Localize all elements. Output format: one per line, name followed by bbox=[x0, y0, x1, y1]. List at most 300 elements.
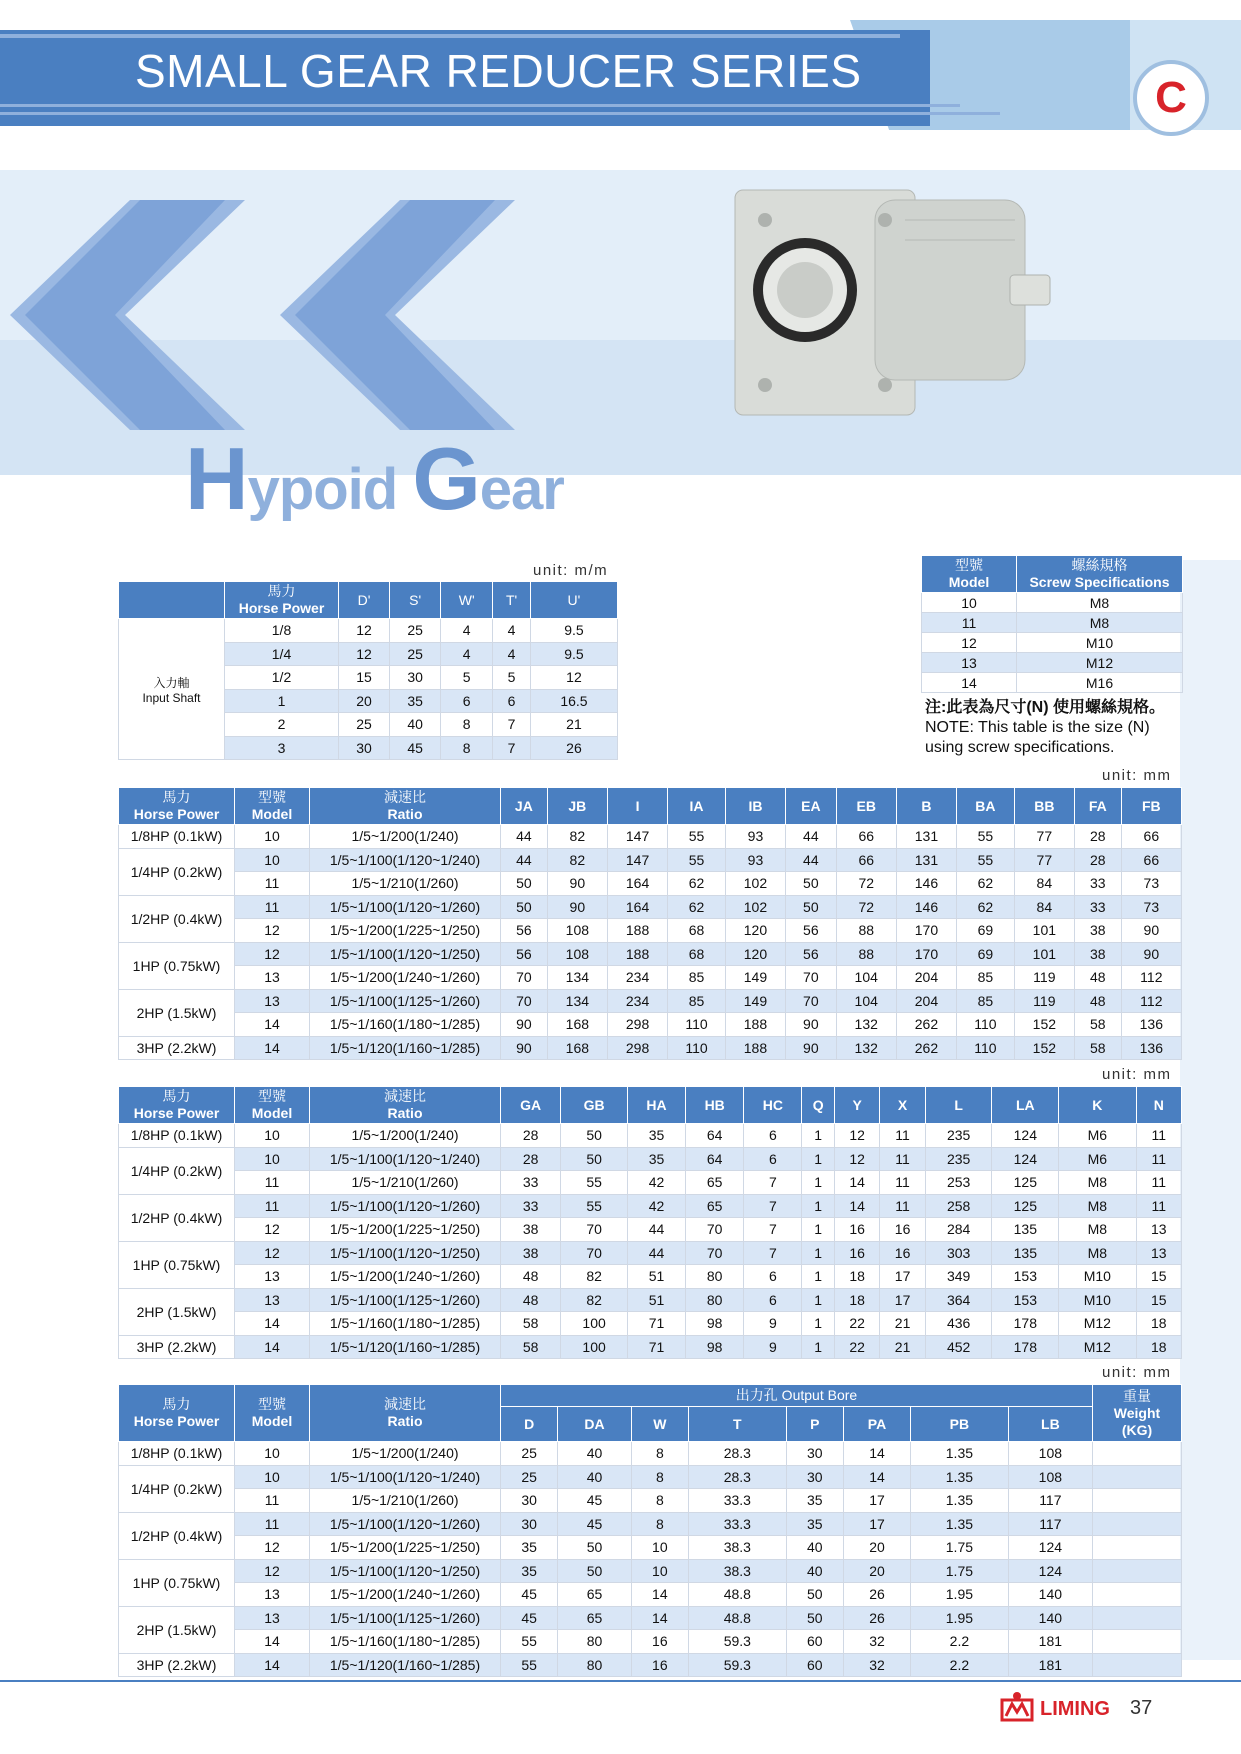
col-header: U' bbox=[530, 582, 617, 619]
ratio-cell: 1/5~1/100(1/120~1/260) bbox=[310, 1194, 501, 1218]
table-cell: 284 bbox=[925, 1218, 992, 1242]
table-cell: 55 bbox=[957, 848, 1015, 872]
col-header: Q bbox=[802, 1087, 835, 1124]
header-en: Ratio bbox=[387, 1105, 423, 1121]
table-cell: 110 bbox=[957, 1036, 1015, 1060]
table-cell: 56 bbox=[501, 942, 548, 966]
table-row bbox=[119, 619, 618, 643]
table-cell: 62 bbox=[957, 872, 1015, 896]
table-cell: 28 bbox=[501, 1147, 561, 1171]
table-cell: 48 bbox=[1074, 989, 1121, 1013]
table-row bbox=[922, 593, 1183, 613]
table-cell: 50 bbox=[561, 1147, 628, 1171]
model-cell: 11 bbox=[235, 1512, 310, 1536]
weight-cell bbox=[1093, 1442, 1182, 1466]
table-cell: 7 bbox=[744, 1241, 802, 1265]
table-cell: 17 bbox=[880, 1265, 925, 1289]
table-cell: 22 bbox=[834, 1335, 879, 1359]
table-cell: 69 bbox=[957, 919, 1015, 943]
table-cell: 1 bbox=[802, 1171, 835, 1195]
table-cell: 73 bbox=[1121, 872, 1181, 896]
table-cell: 38 bbox=[1074, 942, 1121, 966]
hp-group: 2HP (1.5kW) bbox=[119, 1606, 235, 1653]
table-cell: 38 bbox=[1074, 919, 1121, 943]
hp-group: 1/8HP (0.1kW) bbox=[119, 825, 235, 849]
table-cell: M10 bbox=[1059, 1265, 1136, 1289]
table-row bbox=[119, 989, 1182, 1013]
table-cell: 44 bbox=[786, 848, 837, 872]
table-cell: 45 bbox=[501, 1606, 558, 1630]
table-cell: 48 bbox=[1074, 966, 1121, 990]
table-cell: 44 bbox=[627, 1218, 685, 1242]
header-row bbox=[119, 1087, 1182, 1124]
table-cell: 234 bbox=[607, 989, 667, 1013]
table-row bbox=[119, 1606, 1182, 1630]
table-cell: 147 bbox=[607, 848, 667, 872]
table-cell: 35 bbox=[627, 1147, 685, 1171]
col-header: GA bbox=[501, 1087, 561, 1124]
table-cell: 101 bbox=[1014, 919, 1074, 943]
table-cell: 108 bbox=[1008, 1442, 1092, 1466]
ratio-cell: 1/5~1/200(1/240) bbox=[310, 1442, 501, 1466]
table-cell: 20 bbox=[843, 1559, 910, 1583]
model-cell: 12 bbox=[235, 1241, 310, 1265]
col-header: D bbox=[501, 1407, 558, 1442]
table-cell: 12 bbox=[339, 642, 390, 666]
table-cell: 70 bbox=[501, 989, 548, 1013]
table-row bbox=[119, 1218, 1182, 1242]
table-cell: 85 bbox=[957, 989, 1015, 1013]
ratio-cell: 1/5~1/100(1/120~1/250) bbox=[310, 1559, 501, 1583]
table-cell: 6 bbox=[744, 1288, 802, 1312]
table-cell: 25 bbox=[339, 713, 390, 737]
table-cell: 7 bbox=[493, 713, 531, 737]
table-cell: 50 bbox=[786, 1606, 843, 1630]
table-cell: 25 bbox=[501, 1465, 558, 1489]
label-cn: 入力軸 bbox=[153, 675, 190, 690]
table-cell: 55 bbox=[561, 1171, 628, 1195]
model-cell: 12 bbox=[235, 1218, 310, 1242]
table-cell: 30 bbox=[339, 736, 390, 760]
table-cell: 11 bbox=[1136, 1124, 1182, 1148]
table-cell: 21 bbox=[880, 1312, 925, 1336]
table-cell: M10 bbox=[1059, 1288, 1136, 1312]
table-cell: 80 bbox=[558, 1653, 631, 1677]
table-row bbox=[119, 919, 1182, 943]
table-cell: 16 bbox=[834, 1218, 879, 1242]
table-cell: 80 bbox=[686, 1288, 744, 1312]
output-bore-header: 出力孔 Output Bore bbox=[501, 1385, 1093, 1407]
table-cell: 1.35 bbox=[911, 1465, 1009, 1489]
table-cell: 4 bbox=[441, 619, 493, 643]
table-cell: 55 bbox=[668, 825, 726, 849]
table-cell: 16 bbox=[880, 1218, 925, 1242]
col-header: FA bbox=[1074, 788, 1121, 825]
col-header: I bbox=[607, 788, 667, 825]
table-cell: 120 bbox=[725, 919, 785, 943]
dimension-table-1 bbox=[118, 787, 1182, 1060]
col-weight bbox=[1093, 1385, 1182, 1442]
model-cell: 12 bbox=[235, 919, 310, 943]
table-cell: 11 bbox=[880, 1147, 925, 1171]
table-cell: 22 bbox=[834, 1312, 879, 1336]
table-cell: 1.75 bbox=[911, 1559, 1009, 1583]
table-cell: 68 bbox=[668, 919, 726, 943]
table-cell: 73 bbox=[1121, 895, 1181, 919]
ratio-cell: 1/5~1/200(1/240~1/260) bbox=[310, 1583, 501, 1607]
ratio-cell: 1/5~1/120(1/160~1/285) bbox=[310, 1036, 501, 1060]
table-cell: 168 bbox=[547, 1036, 607, 1060]
header-en: Model bbox=[251, 806, 293, 822]
table-cell: 204 bbox=[896, 989, 956, 1013]
ratio-cell: 1/5~1/210(1/260) bbox=[310, 1489, 501, 1513]
table-cell: 58 bbox=[501, 1335, 561, 1359]
table-cell: 70 bbox=[786, 966, 837, 990]
table-cell: 102 bbox=[725, 872, 785, 896]
model-cell: 14 bbox=[235, 1013, 310, 1037]
col-ratio bbox=[310, 788, 501, 825]
table-cell: 50 bbox=[786, 895, 837, 919]
col-header: HA bbox=[627, 1087, 685, 1124]
col-header: IB bbox=[725, 788, 785, 825]
table-cell: 134 bbox=[547, 966, 607, 990]
table-cell: 32 bbox=[843, 1653, 910, 1677]
model-cell: 11 bbox=[235, 895, 310, 919]
header-cn: 馬力 bbox=[162, 1088, 191, 1104]
col-model: 型號 Model bbox=[922, 556, 1017, 593]
table-cell: 131 bbox=[896, 848, 956, 872]
table-cell: 181 bbox=[1008, 1653, 1092, 1677]
table-cell: 136 bbox=[1121, 1013, 1181, 1037]
table-cell: 38 bbox=[501, 1241, 561, 1265]
model-cell: 13 bbox=[235, 989, 310, 1013]
ratio-cell: 1/5~1/200(1/240~1/260) bbox=[310, 966, 501, 990]
table-cell: M8 bbox=[1017, 593, 1183, 613]
ratio-cell: 1/5~1/200(1/225~1/250) bbox=[310, 1218, 501, 1242]
table-cell: 102 bbox=[725, 895, 785, 919]
table-row bbox=[119, 895, 1182, 919]
table-cell: 11 bbox=[1136, 1171, 1182, 1195]
table-row bbox=[119, 966, 1182, 990]
table-cell: 11 bbox=[1136, 1147, 1182, 1171]
table-cell: 65 bbox=[558, 1583, 631, 1607]
hp-group: 2HP (1.5kW) bbox=[119, 989, 235, 1036]
table-cell: 6 bbox=[744, 1265, 802, 1289]
header-en: Ratio bbox=[387, 1413, 423, 1429]
table-cell: 17 bbox=[880, 1288, 925, 1312]
ratio-cell: 1/5~1/160(1/180~1/285) bbox=[310, 1312, 501, 1336]
table-cell: 104 bbox=[836, 966, 896, 990]
table-cell: 82 bbox=[561, 1288, 628, 1312]
table-cell: 164 bbox=[607, 872, 667, 896]
col-header: BA bbox=[957, 788, 1015, 825]
table-cell: 58 bbox=[501, 1312, 561, 1336]
table-cell: 6 bbox=[744, 1147, 802, 1171]
ratio-cell: 1/5~1/120(1/160~1/285) bbox=[310, 1653, 501, 1677]
header-cn: 馬力 bbox=[162, 1396, 191, 1412]
table-cell: 18 bbox=[1136, 1312, 1182, 1336]
table-cell: 188 bbox=[607, 919, 667, 943]
header-en: Model bbox=[251, 1105, 293, 1121]
table-cell: 181 bbox=[1008, 1630, 1092, 1654]
table-cell: 8 bbox=[631, 1442, 688, 1466]
table-cell: 33.3 bbox=[688, 1489, 786, 1513]
table-cell: M10 bbox=[1017, 633, 1183, 653]
model-cell: 10 bbox=[235, 1147, 310, 1171]
table-cell: 50 bbox=[558, 1559, 631, 1583]
ratio-cell: 1/5~1/100(1/125~1/260) bbox=[310, 1288, 501, 1312]
table-cell: 64 bbox=[686, 1147, 744, 1171]
table-cell: 44 bbox=[627, 1241, 685, 1265]
table-cell: M6 bbox=[1059, 1124, 1136, 1148]
table-cell: 436 bbox=[925, 1312, 992, 1336]
table-cell: M16 bbox=[1017, 673, 1183, 693]
table-cell: 11 bbox=[880, 1171, 925, 1195]
table-cell: 40 bbox=[558, 1442, 631, 1466]
table-cell: 6 bbox=[744, 1124, 802, 1148]
col-header: P bbox=[786, 1407, 843, 1442]
table-cell: 77 bbox=[1014, 825, 1074, 849]
table-cell: 112 bbox=[1121, 989, 1181, 1013]
table-cell: 40 bbox=[786, 1559, 843, 1583]
table-cell: 14 bbox=[922, 673, 1017, 693]
table-cell: 298 bbox=[607, 1013, 667, 1037]
table-cell: 134 bbox=[547, 989, 607, 1013]
hp-group: 1/8HP (0.1kW) bbox=[119, 1124, 235, 1148]
hp-group: 1/2HP (0.4kW) bbox=[119, 1512, 235, 1559]
header-cn: 減速比 bbox=[384, 789, 426, 805]
table-row bbox=[119, 1147, 1182, 1171]
table-cell: 48 bbox=[501, 1288, 561, 1312]
table-cell: 14 bbox=[843, 1442, 910, 1466]
model-cell: 13 bbox=[235, 1288, 310, 1312]
table-cell: 170 bbox=[896, 942, 956, 966]
header-cn: 型號 bbox=[258, 789, 286, 805]
col-header: JB bbox=[547, 788, 607, 825]
table-cell: 303 bbox=[925, 1241, 992, 1265]
ratio-cell: 1/5~1/200(1/240~1/260) bbox=[310, 1265, 501, 1289]
header-row bbox=[119, 1385, 1182, 1407]
table-cell: 140 bbox=[1008, 1606, 1092, 1630]
table-cell: 38.3 bbox=[688, 1536, 786, 1560]
col-header: K bbox=[1059, 1087, 1136, 1124]
model-cell: 12 bbox=[235, 1559, 310, 1583]
header-unit: (KG) bbox=[1121, 1421, 1153, 1438]
table-cell: 80 bbox=[558, 1630, 631, 1654]
table-cell: 93 bbox=[725, 848, 785, 872]
table-cell: 117 bbox=[1008, 1489, 1092, 1513]
table-cell: 85 bbox=[957, 966, 1015, 990]
table-cell: 65 bbox=[686, 1194, 744, 1218]
table-cell: 65 bbox=[686, 1171, 744, 1195]
col-model bbox=[235, 1087, 310, 1124]
table-cell: 1/8 bbox=[225, 619, 339, 643]
table-cell: 149 bbox=[725, 966, 785, 990]
table-cell: 4 bbox=[493, 619, 531, 643]
table-row bbox=[119, 1194, 1182, 1218]
table-cell: 14 bbox=[834, 1171, 879, 1195]
table-cell: 59.3 bbox=[688, 1653, 786, 1677]
model-cell: 12 bbox=[235, 942, 310, 966]
table-cell: 98 bbox=[686, 1335, 744, 1359]
table-row bbox=[119, 1171, 1182, 1195]
table-cell: 14 bbox=[843, 1465, 910, 1489]
header-en: Horse Power bbox=[133, 806, 220, 822]
table-row bbox=[119, 1335, 1182, 1359]
table-cell: 40 bbox=[786, 1536, 843, 1560]
table-cell: 124 bbox=[1008, 1536, 1092, 1560]
table-cell: 100 bbox=[561, 1312, 628, 1336]
model-cell: 14 bbox=[235, 1312, 310, 1336]
table-cell: 45 bbox=[501, 1583, 558, 1607]
table-cell: 1.75 bbox=[911, 1536, 1009, 1560]
table-cell: 188 bbox=[607, 942, 667, 966]
ratio-cell: 1/5~1/210(1/260) bbox=[310, 872, 501, 896]
table-cell: 45 bbox=[390, 736, 441, 760]
table-cell: 88 bbox=[836, 942, 896, 966]
header-stripe bbox=[0, 104, 960, 107]
table-cell: 42 bbox=[627, 1194, 685, 1218]
table-cell: 119 bbox=[1014, 989, 1074, 1013]
table-cell: M6 bbox=[1059, 1147, 1136, 1171]
table-cell: 1.95 bbox=[911, 1583, 1009, 1607]
table-cell: 28 bbox=[1074, 848, 1121, 872]
table-cell: 21 bbox=[530, 713, 617, 737]
table-cell: 51 bbox=[627, 1265, 685, 1289]
header-en: Model bbox=[251, 1413, 293, 1429]
table-cell: 2.2 bbox=[911, 1630, 1009, 1654]
table-cell: 1/2 bbox=[225, 666, 339, 690]
table-cell: 66 bbox=[836, 848, 896, 872]
table-cell: 1 bbox=[802, 1194, 835, 1218]
table-cell: 55 bbox=[501, 1653, 558, 1677]
table-cell: 70 bbox=[561, 1218, 628, 1242]
table-cell: 1 bbox=[802, 1288, 835, 1312]
table-cell: 131 bbox=[896, 825, 956, 849]
table-cell: 1 bbox=[802, 1147, 835, 1171]
table-cell: 135 bbox=[992, 1218, 1059, 1242]
table-cell: 82 bbox=[547, 825, 607, 849]
section-badge-letter: C bbox=[1155, 73, 1187, 122]
table-cell: 42 bbox=[627, 1171, 685, 1195]
table-cell: 70 bbox=[686, 1218, 744, 1242]
hp-group: 3HP (2.2kW) bbox=[119, 1653, 235, 1677]
table-row bbox=[119, 1489, 1182, 1513]
page-number: 37 bbox=[1130, 1697, 1153, 1719]
hp-group: 1/8HP (0.1kW) bbox=[119, 1442, 235, 1466]
model-cell: 10 bbox=[235, 848, 310, 872]
table-cell: 44 bbox=[501, 825, 548, 849]
table-cell: 58 bbox=[1074, 1036, 1121, 1060]
table-cell: 33 bbox=[501, 1171, 561, 1195]
table-row bbox=[119, 1288, 1182, 1312]
table-cell: 1 bbox=[802, 1312, 835, 1336]
gear-reducer-image bbox=[725, 180, 1065, 430]
table-cell: 10 bbox=[922, 593, 1017, 613]
table-cell: 66 bbox=[1121, 848, 1181, 872]
table-cell: 70 bbox=[686, 1241, 744, 1265]
hp-group: 1/2HP (0.4kW) bbox=[119, 1194, 235, 1241]
table-cell: 21 bbox=[880, 1335, 925, 1359]
hp-group: 3HP (2.2kW) bbox=[119, 1036, 235, 1060]
table-cell: 11 bbox=[880, 1194, 925, 1218]
table-cell: 140 bbox=[1008, 1583, 1092, 1607]
table-cell: 7 bbox=[493, 736, 531, 760]
unit-label: unit: mm bbox=[1102, 1364, 1172, 1381]
table-cell: 1 bbox=[802, 1335, 835, 1359]
page-title: SMALL GEAR REDUCER SERIES bbox=[135, 45, 862, 97]
table-row bbox=[119, 1124, 1182, 1148]
table-row bbox=[119, 1465, 1182, 1489]
ratio-cell: 1/5~1/100(1/120~1/250) bbox=[310, 942, 501, 966]
col-header: EB bbox=[836, 788, 896, 825]
table-cell: 14 bbox=[834, 1194, 879, 1218]
hero-title: Hypoid Gear bbox=[185, 429, 564, 528]
col-header: B bbox=[896, 788, 956, 825]
table-cell: M12 bbox=[1017, 653, 1183, 673]
table-cell: 136 bbox=[1121, 1036, 1181, 1060]
table-cell: 58 bbox=[1074, 1013, 1121, 1037]
table-row bbox=[119, 1442, 1182, 1466]
model-cell: 11 bbox=[235, 1489, 310, 1513]
table-cell: 9 bbox=[744, 1312, 802, 1336]
table-cell: 90 bbox=[1121, 942, 1181, 966]
table-cell: 5 bbox=[493, 666, 531, 690]
table-cell: 30 bbox=[501, 1489, 558, 1513]
col-header: N bbox=[1136, 1087, 1182, 1124]
table-cell: 1.35 bbox=[911, 1442, 1009, 1466]
header-cn: 減速比 bbox=[384, 1088, 426, 1104]
table-cell: 70 bbox=[561, 1241, 628, 1265]
table-cell: M12 bbox=[1059, 1312, 1136, 1336]
table-cell: 234 bbox=[607, 966, 667, 990]
table-cell: 56 bbox=[786, 919, 837, 943]
table-cell: 56 bbox=[501, 919, 548, 943]
unit-label: unit: m/m bbox=[533, 562, 609, 579]
table-cell: 188 bbox=[725, 1013, 785, 1037]
table-cell: 64 bbox=[686, 1124, 744, 1148]
table-cell: 108 bbox=[547, 919, 607, 943]
col-header: Y bbox=[834, 1087, 879, 1124]
output-bore-table bbox=[118, 1384, 1182, 1677]
table-row bbox=[922, 653, 1183, 673]
table-cell: 50 bbox=[786, 872, 837, 896]
table-row bbox=[119, 1536, 1182, 1560]
table-cell: 72 bbox=[836, 872, 896, 896]
table-cell: 33 bbox=[1074, 872, 1121, 896]
col-screw-spec: 螺絲規格 Screw Specifications bbox=[1017, 556, 1183, 593]
col-header: W' bbox=[441, 582, 493, 619]
ratio-cell: 1/5~1/210(1/260) bbox=[310, 1171, 501, 1195]
ratio-cell: 1/5~1/100(1/120~1/240) bbox=[310, 1465, 501, 1489]
header-cn: 重量 bbox=[1123, 1387, 1151, 1404]
table-cell: M8 bbox=[1059, 1218, 1136, 1242]
table-cell: 253 bbox=[925, 1171, 992, 1195]
table-cell: 44 bbox=[786, 825, 837, 849]
table-cell: 56 bbox=[786, 942, 837, 966]
table-cell: 28.3 bbox=[688, 1442, 786, 1466]
table-cell: 146 bbox=[896, 872, 956, 896]
unit-label: unit: mm bbox=[1102, 767, 1172, 784]
table-cell: 33 bbox=[501, 1194, 561, 1218]
ratio-cell: 1/5~1/120(1/160~1/285) bbox=[310, 1335, 501, 1359]
weight-cell bbox=[1093, 1606, 1182, 1630]
table-cell: 50 bbox=[501, 872, 548, 896]
col-header: FB bbox=[1121, 788, 1181, 825]
table-cell: 38 bbox=[501, 1218, 561, 1242]
table-cell: 98 bbox=[686, 1312, 744, 1336]
table-cell: 90 bbox=[1121, 919, 1181, 943]
